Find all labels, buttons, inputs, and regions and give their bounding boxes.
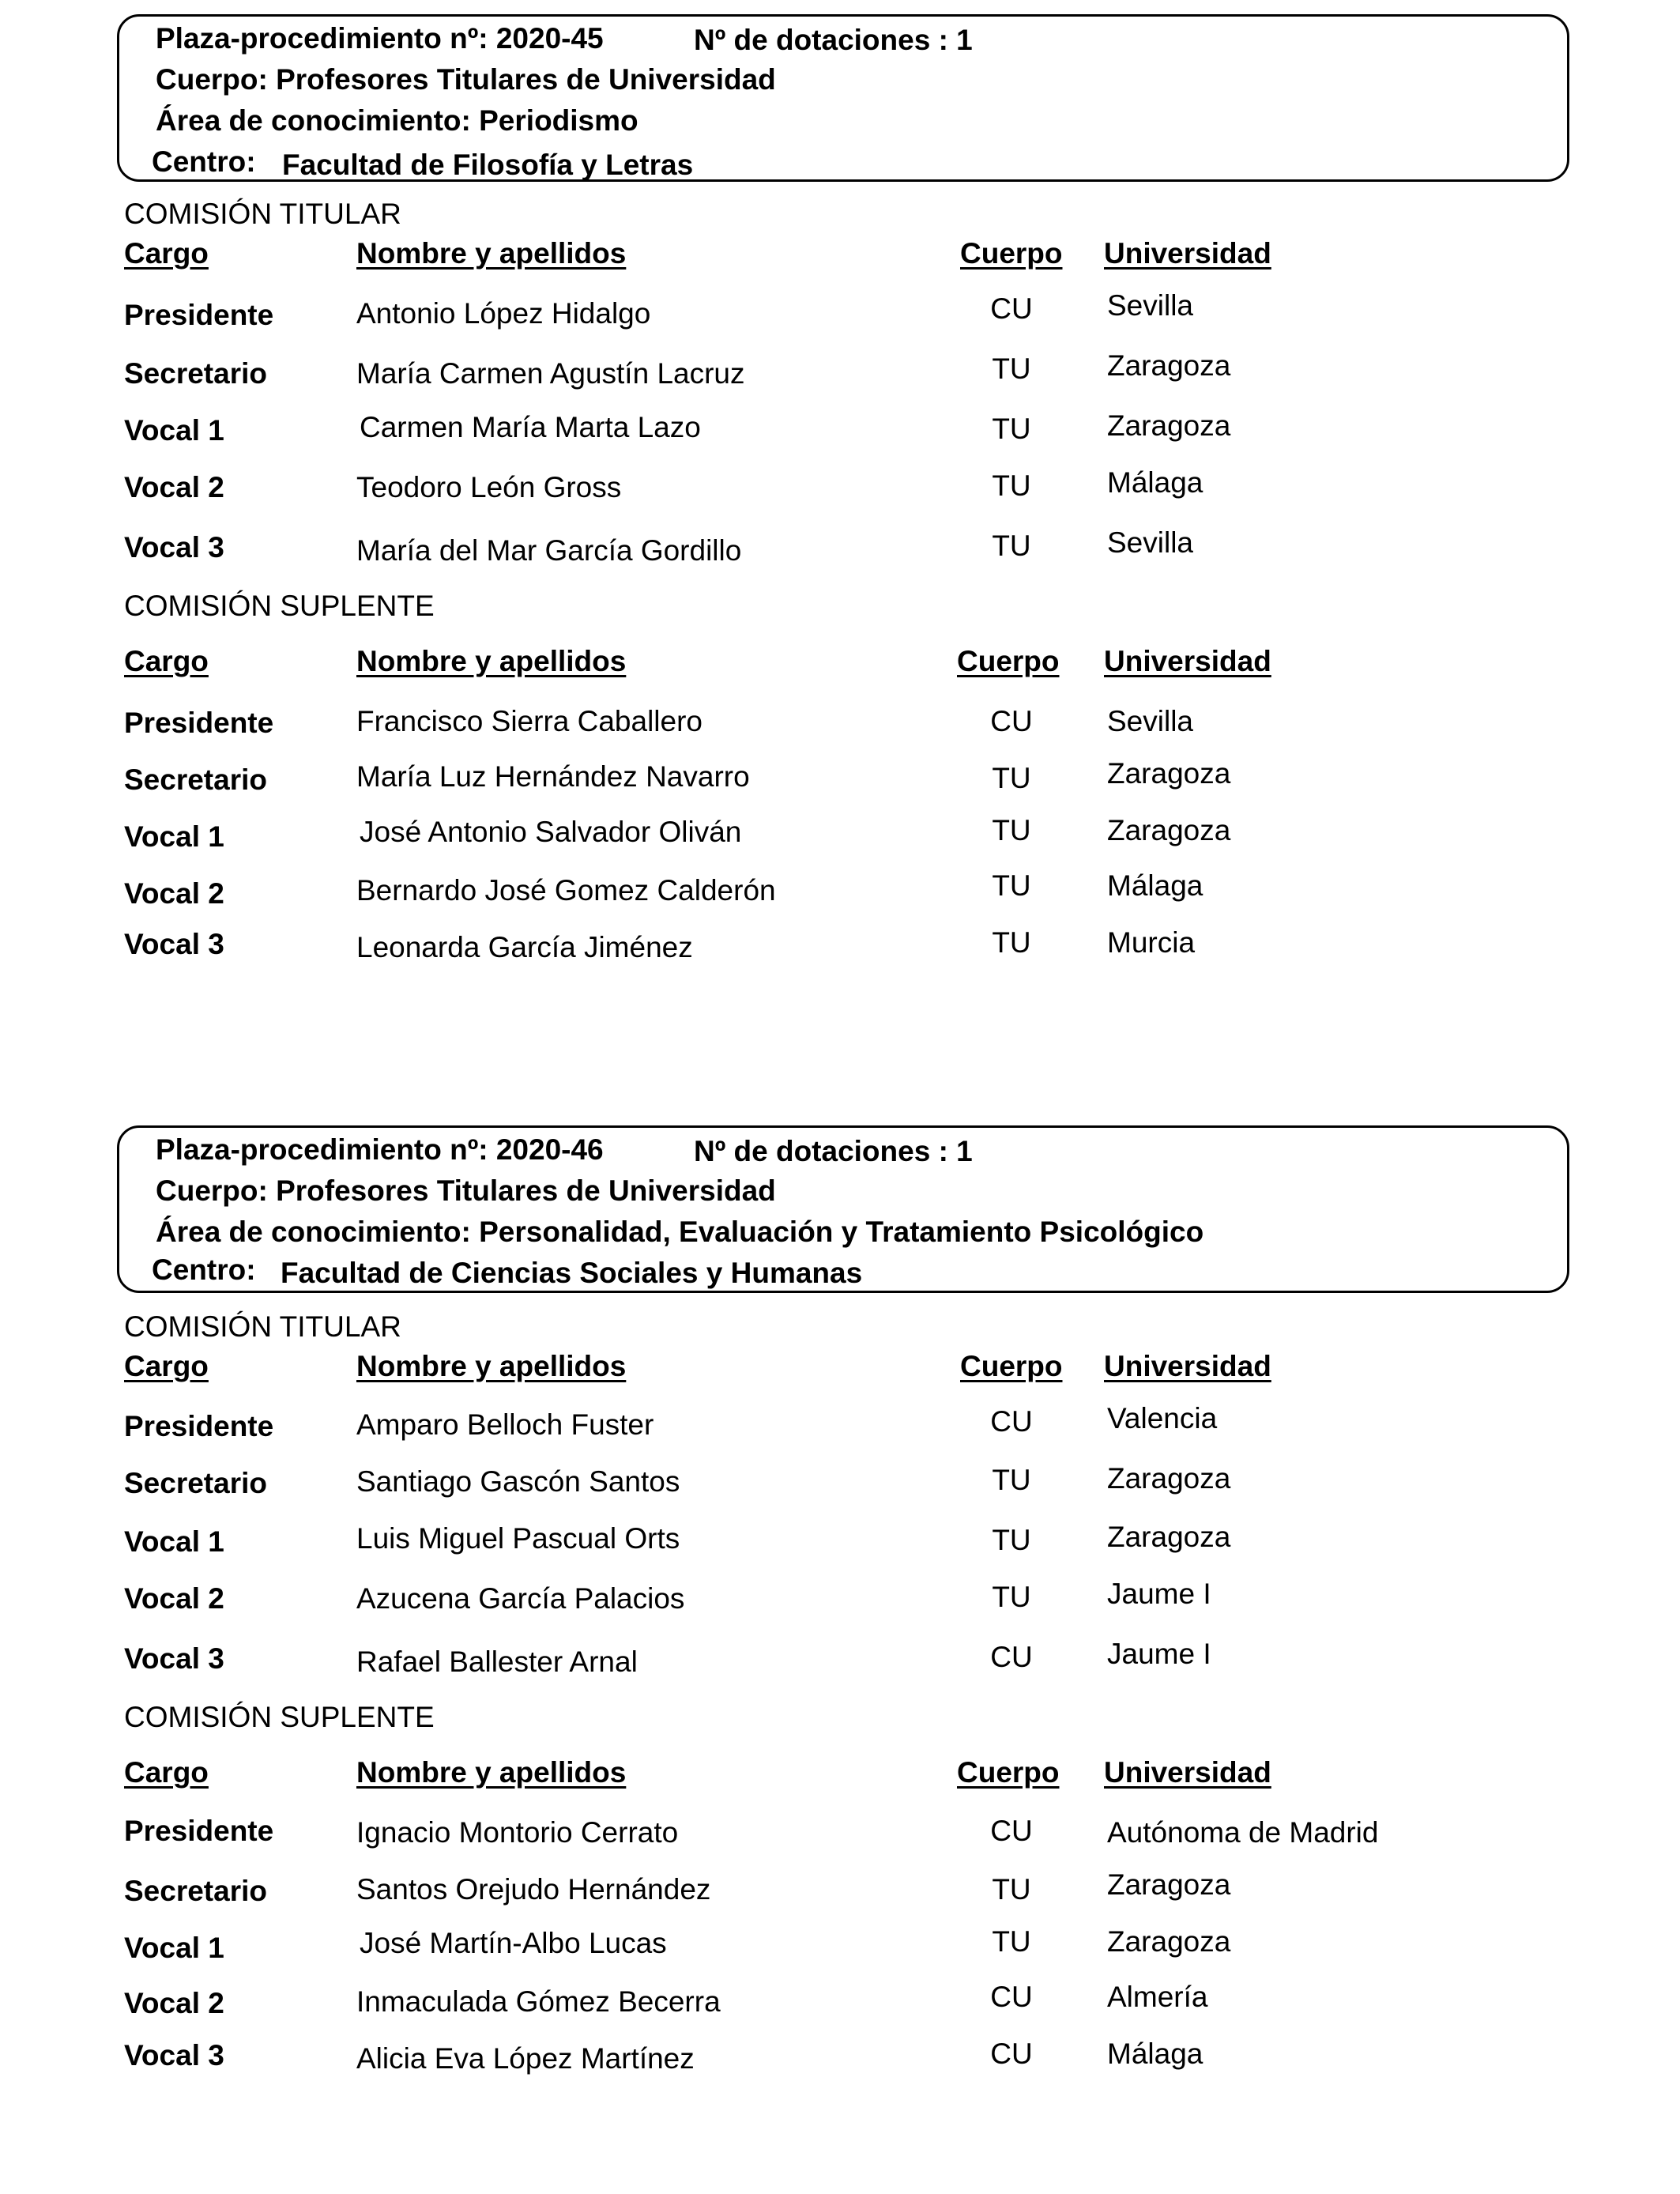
col-header-nombre: Nombre y apellidos <box>356 645 627 677</box>
cargo-cell: Presidente <box>124 1410 274 1442</box>
col-header-universidad: Universidad <box>1104 237 1271 270</box>
cuerpo-cell: CU <box>990 1641 1033 1673</box>
nombre-cell: Alicia Eva López Martínez <box>356 2042 695 2075</box>
comision-suplente-heading: COMISIÓN SUPLENTE <box>124 1701 435 1733</box>
universidad-cell: Almería <box>1107 1981 1208 2013</box>
cuerpo-cell: TU <box>992 1873 1031 1906</box>
universidad-cell: Zaragoza <box>1107 1462 1231 1495</box>
comision-titular-heading: COMISIÓN TITULAR <box>124 198 401 230</box>
comision-titular-heading: COMISIÓN TITULAR <box>124 1310 401 1343</box>
cargo-cell: Secretario <box>124 763 267 796</box>
cargo-cell: Presidente <box>124 1815 274 1847</box>
cargo-cell: Vocal 2 <box>124 1987 224 2019</box>
cuerpo-cell: TU <box>992 469 1031 502</box>
cuerpo-cell: CU <box>990 2038 1033 2070</box>
cargo-cell: Vocal 3 <box>124 2039 224 2071</box>
cargo-cell: Vocal 2 <box>124 1582 224 1615</box>
nombre-cell: Carmen María Marta Lazo <box>360 411 701 443</box>
nombre-cell: Francisco Sierra Caballero <box>356 705 703 737</box>
dotaciones-count: Nº de dotaciones : 1 <box>694 24 973 56</box>
cargo-cell: Vocal 2 <box>124 877 224 910</box>
universidad-cell: Málaga <box>1107 2038 1203 2070</box>
universidad-cell: Zaragoza <box>1107 1868 1231 1901</box>
cuerpo-cell: CU <box>990 292 1033 325</box>
universidad-cell: Autónoma de Madrid <box>1107 1816 1379 1849</box>
cargo-cell: Vocal 1 <box>124 820 224 853</box>
universidad-cell: Murcia <box>1107 926 1196 959</box>
dotaciones-count: Nº de dotaciones : 1 <box>694 1135 973 1167</box>
cargo-cell: Vocal 1 <box>124 1525 224 1558</box>
universidad-cell: Zaragoza <box>1107 349 1231 382</box>
universidad-cell: Zaragoza <box>1107 1925 1231 1958</box>
col-header-cuerpo: Cuerpo <box>957 645 1060 677</box>
nombre-cell: Teodoro León Gross <box>356 471 622 503</box>
nombre-cell: José Martín-Albo Lucas <box>360 1927 667 1959</box>
col-header-universidad: Universidad <box>1104 1756 1271 1789</box>
universidad-cell: Zaragoza <box>1107 1521 1231 1553</box>
col-header-universidad: Universidad <box>1104 645 1271 677</box>
nombre-cell: Inmaculada Gómez Becerra <box>356 1985 721 2018</box>
universidad-cell: Sevilla <box>1107 705 1193 737</box>
nombre-cell: Azucena García Palacios <box>356 1582 685 1615</box>
universidad-cell: Sevilla <box>1107 289 1193 322</box>
cuerpo-cell: CU <box>990 1981 1033 2013</box>
cuerpo-cell: TU <box>992 869 1031 902</box>
col-header-cargo: Cargo <box>124 1756 209 1789</box>
nombre-cell: José Antonio Salvador Oliván <box>360 816 742 848</box>
plaza-number: Plaza-procedimiento nº: 2020-46 <box>156 1133 604 1166</box>
cargo-cell: Secretario <box>124 357 267 390</box>
col-header-nombre: Nombre y apellidos <box>356 237 627 270</box>
cargo-cell: Secretario <box>124 1467 267 1499</box>
centro-label: Centro: <box>152 1253 256 1286</box>
universidad-cell: Sevilla <box>1107 526 1193 559</box>
centro-value: Facultad de Filosofía y Letras <box>282 149 694 181</box>
universidad-cell: Jaume I <box>1107 1638 1211 1670</box>
col-header-universidad: Universidad <box>1104 1350 1271 1382</box>
universidad-cell: Zaragoza <box>1107 757 1231 790</box>
nombre-cell: Santos Orejudo Hernández <box>356 1873 711 1906</box>
cargo-cell: Presidente <box>124 299 274 331</box>
cuerpo-cell: TU <box>992 530 1031 562</box>
nombre-cell: María Carmen Agustín Lacruz <box>356 357 745 390</box>
cargo-cell: Vocal 3 <box>124 928 224 960</box>
cargo-cell: Vocal 3 <box>124 1642 224 1675</box>
cargo-cell: Vocal 1 <box>124 1932 224 1964</box>
universidad-cell: Málaga <box>1107 869 1203 902</box>
cuerpo-cell: TU <box>992 1524 1031 1556</box>
universidad-cell: Jaume I <box>1107 1578 1211 1610</box>
plaza-number: Plaza-procedimiento nº: 2020-45 <box>156 22 604 55</box>
cuerpo-line: Cuerpo: Profesores Titulares de Universidad <box>156 1174 776 1207</box>
col-header-cargo: Cargo <box>124 237 209 270</box>
col-header-cuerpo: Cuerpo <box>957 1756 1060 1789</box>
nombre-cell: Ignacio Montorio Cerrato <box>356 1816 679 1849</box>
cuerpo-cell: TU <box>992 352 1031 385</box>
centro-label: Centro: <box>152 145 256 178</box>
nombre-cell: Leonarda García Jiménez <box>356 931 693 963</box>
cuerpo-cell: CU <box>990 705 1033 737</box>
cuerpo-cell: TU <box>992 926 1031 959</box>
col-header-cargo: Cargo <box>124 1350 209 1382</box>
cargo-cell: Secretario <box>124 1875 267 1907</box>
cuerpo-cell: TU <box>992 814 1031 846</box>
col-header-nombre: Nombre y apellidos <box>356 1350 627 1382</box>
cuerpo-line: Cuerpo: Profesores Titulares de Universidad <box>156 63 776 96</box>
col-header-nombre: Nombre y apellidos <box>356 1756 627 1789</box>
cuerpo-cell: TU <box>992 1464 1031 1496</box>
nombre-cell: Rafael Ballester Arnal <box>356 1646 638 1678</box>
nombre-cell: María Luz Hernández Navarro <box>356 760 750 793</box>
cuerpo-cell: TU <box>992 762 1031 794</box>
nombre-cell: María del Mar García Gordillo <box>356 534 742 567</box>
cargo-cell: Vocal 1 <box>124 414 224 447</box>
universidad-cell: Zaragoza <box>1107 814 1231 846</box>
comision-suplente-heading: COMISIÓN SUPLENTE <box>124 590 435 622</box>
nombre-cell: Amparo Belloch Fuster <box>356 1408 654 1441</box>
nombre-cell: Luis Miguel Pascual Orts <box>356 1522 680 1555</box>
cargo-cell: Presidente <box>124 707 274 739</box>
cuerpo-cell: TU <box>992 1581 1031 1613</box>
cuerpo-cell: TU <box>992 1925 1031 1958</box>
nombre-cell: Antonio López Hidalgo <box>356 297 651 330</box>
cuerpo-cell: TU <box>992 413 1031 445</box>
nombre-cell: Santiago Gascón Santos <box>356 1465 680 1498</box>
centro-value: Facultad de Ciencias Sociales y Humanas <box>281 1257 863 1289</box>
universidad-cell: Málaga <box>1107 466 1203 499</box>
area-line: Área de conocimiento: Periodismo <box>156 104 638 137</box>
universidad-cell: Zaragoza <box>1107 409 1231 442</box>
nombre-cell: Bernardo José Gomez Calderón <box>356 874 776 907</box>
area-line: Área de conocimiento: Personalidad, Evaluación y Tratamiento Psicológico <box>156 1216 1204 1248</box>
cargo-cell: Vocal 2 <box>124 471 224 503</box>
col-header-cuerpo: Cuerpo <box>960 1350 1063 1382</box>
cuerpo-cell: CU <box>990 1405 1033 1438</box>
col-header-cuerpo: Cuerpo <box>960 237 1063 270</box>
universidad-cell: Valencia <box>1107 1402 1218 1434</box>
cuerpo-cell: CU <box>990 1815 1033 1847</box>
cargo-cell: Vocal 3 <box>124 531 224 564</box>
col-header-cargo: Cargo <box>124 645 209 677</box>
